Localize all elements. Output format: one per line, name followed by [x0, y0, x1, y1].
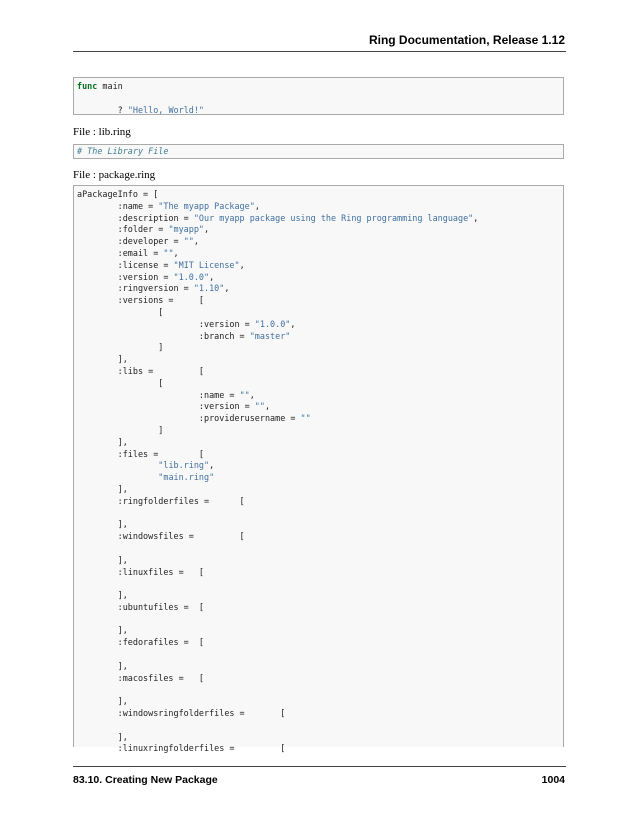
code-token: "": [163, 247, 174, 258]
code-token: "1.0.0": [254, 318, 291, 329]
code-token: :email =: [77, 247, 164, 258]
code-line: [77, 708, 560, 720]
code-token: ],: [77, 731, 128, 742]
code-lib: [74, 145, 563, 161]
code-token: :windowsringfolderfiles = [: [77, 708, 286, 719]
code-line: [77, 625, 560, 637]
code-token: ],: [77, 660, 128, 671]
code-block-package: [73, 185, 564, 754]
code-line: [77, 519, 560, 531]
code-token: "main.ring": [158, 472, 215, 483]
code-line: [77, 472, 560, 484]
code-line: [77, 201, 560, 213]
code-token: aPackageInfo = [: [77, 189, 159, 199]
code-line: [77, 354, 560, 366]
footer-section: 83.10. Creating New Package: [73, 774, 218, 786]
code-token: ,: [224, 283, 230, 294]
code-token: ],: [77, 696, 128, 707]
code-line: [77, 272, 560, 284]
code-line: [77, 307, 560, 319]
code-line: [77, 248, 560, 260]
header-rule: [73, 51, 566, 52]
code-token: :version =: [77, 318, 255, 329]
code-token: [77, 472, 158, 482]
label-package-file: File : package.ring: [73, 169, 156, 181]
code-token: ]: [77, 342, 164, 353]
code-token: func: [77, 81, 98, 91]
code-token: "Our myapp package using the Ring programming language": [193, 212, 474, 223]
code-line: [77, 732, 560, 744]
code-token: :providerusername =: [77, 413, 301, 424]
code-token: "": [183, 236, 194, 247]
code-line: [77, 236, 560, 248]
code-token: ,: [239, 259, 245, 270]
code-line: [77, 146, 560, 158]
code-token: :ringfolderfiles = [: [77, 495, 245, 506]
code-line: [77, 567, 560, 579]
code-line: [77, 696, 560, 708]
code-token: ,: [290, 318, 296, 329]
code-token: :name =: [77, 200, 159, 211]
footer-rule: [73, 766, 566, 767]
code-line: [77, 543, 560, 555]
code-token: :macosfiles = [: [77, 672, 204, 683]
code-token: "master": [249, 330, 291, 341]
code-line: [77, 283, 560, 295]
code-line: [77, 590, 560, 602]
code-line: [77, 213, 560, 225]
code-line: [77, 496, 560, 508]
code-token: # The Library File: [77, 146, 169, 156]
code-line: [77, 484, 560, 496]
code-token: "": [300, 413, 311, 424]
code-token: ?: [77, 104, 128, 115]
label-lib-file: File : lib.ring: [73, 126, 131, 138]
code-token: :linuxfiles = [: [77, 566, 204, 577]
code-token: ],: [77, 625, 128, 636]
code-token: ,: [204, 224, 210, 235]
code-token: "Hello, World!": [127, 104, 205, 115]
code-token: "": [254, 401, 265, 412]
code-token: [: [77, 377, 164, 388]
code-token: :description =: [77, 212, 194, 223]
code-line: [77, 331, 560, 343]
code-line: [77, 81, 560, 93]
code-token: :libs = [: [77, 365, 204, 376]
code-token: ,: [193, 236, 199, 247]
code-token: [77, 460, 158, 470]
code-line: [77, 260, 560, 272]
code-line: [77, 437, 560, 449]
code-line: [77, 602, 560, 614]
code-token: ,: [473, 212, 479, 223]
code-line: [77, 319, 560, 331]
code-token: ],: [77, 436, 128, 447]
code-line: [77, 531, 560, 543]
code-line: [77, 224, 560, 236]
code-token: ],: [77, 483, 128, 494]
code-line: [77, 673, 560, 685]
code-token: ],: [77, 519, 128, 530]
code-line: [77, 555, 560, 567]
code-line: [77, 425, 560, 437]
code-token: ],: [77, 354, 128, 365]
code-line: [77, 449, 560, 461]
code-token: "": [239, 389, 250, 400]
code-token: :version =: [77, 271, 174, 282]
code-token: ,: [209, 271, 215, 282]
code-token: ],: [77, 554, 128, 565]
code-line: [77, 684, 560, 696]
code-token: ,: [173, 247, 179, 258]
code-token: ,: [209, 460, 215, 471]
code-token: :name =: [77, 389, 240, 400]
code-token: "MIT License": [173, 259, 240, 270]
code-block-lib: [73, 144, 564, 159]
code-line: [77, 189, 560, 201]
code-token: :license =: [77, 259, 174, 270]
code-token: :version =: [77, 401, 255, 412]
code-line: [77, 366, 560, 378]
code-token: ]: [77, 424, 164, 435]
code-token: :folder =: [77, 224, 169, 235]
code-line: [77, 661, 560, 673]
code-line: [77, 390, 560, 402]
code-line: [77, 93, 560, 105]
code-token: "The myapp Package": [158, 200, 255, 211]
code-line: [77, 614, 560, 626]
code-token: ],: [77, 590, 128, 601]
code-token: ,: [254, 200, 260, 211]
code-line: [77, 578, 560, 590]
code-token: "1.0.0": [173, 271, 210, 282]
code-token: "myapp": [168, 224, 204, 235]
code-token: "1.10": [193, 283, 225, 294]
code-token: "lib.ring": [158, 460, 210, 471]
code-line: [77, 508, 560, 520]
code-line: [77, 637, 560, 649]
code-token: :branch =: [77, 330, 250, 341]
code-token: [: [77, 306, 164, 317]
code-line: [77, 720, 560, 732]
code-line: [77, 105, 560, 117]
code-line: [77, 401, 560, 413]
code-block-main: [73, 77, 564, 115]
footer-page-number: 1004: [541, 774, 565, 786]
code-token: :linuxringfolderfiles = [: [77, 743, 286, 754]
code-line: [77, 649, 560, 661]
code-token: ,: [249, 389, 255, 400]
code-token: :files = [: [77, 448, 204, 459]
code-line: [77, 295, 560, 307]
code-token: :ringversion =: [77, 283, 194, 294]
code-token: :windowsfiles = [: [77, 531, 245, 542]
page-header-title: Ring Documentation, Release 1.12: [368, 33, 565, 47]
code-line: [77, 342, 560, 354]
code-line: [77, 378, 560, 390]
code-token: :versions = [: [77, 295, 204, 306]
code-token: ,: [264, 401, 271, 412]
code-token: :ubuntufiles = [: [77, 601, 204, 612]
code-package: [74, 186, 563, 758]
code-line: [77, 413, 560, 425]
code-main: [74, 78, 563, 119]
code-token: main: [97, 81, 123, 91]
code-line: [77, 460, 560, 472]
code-line: [77, 743, 560, 755]
code-token: :developer =: [77, 236, 184, 247]
code-token: :fedorafiles = [: [77, 637, 204, 648]
